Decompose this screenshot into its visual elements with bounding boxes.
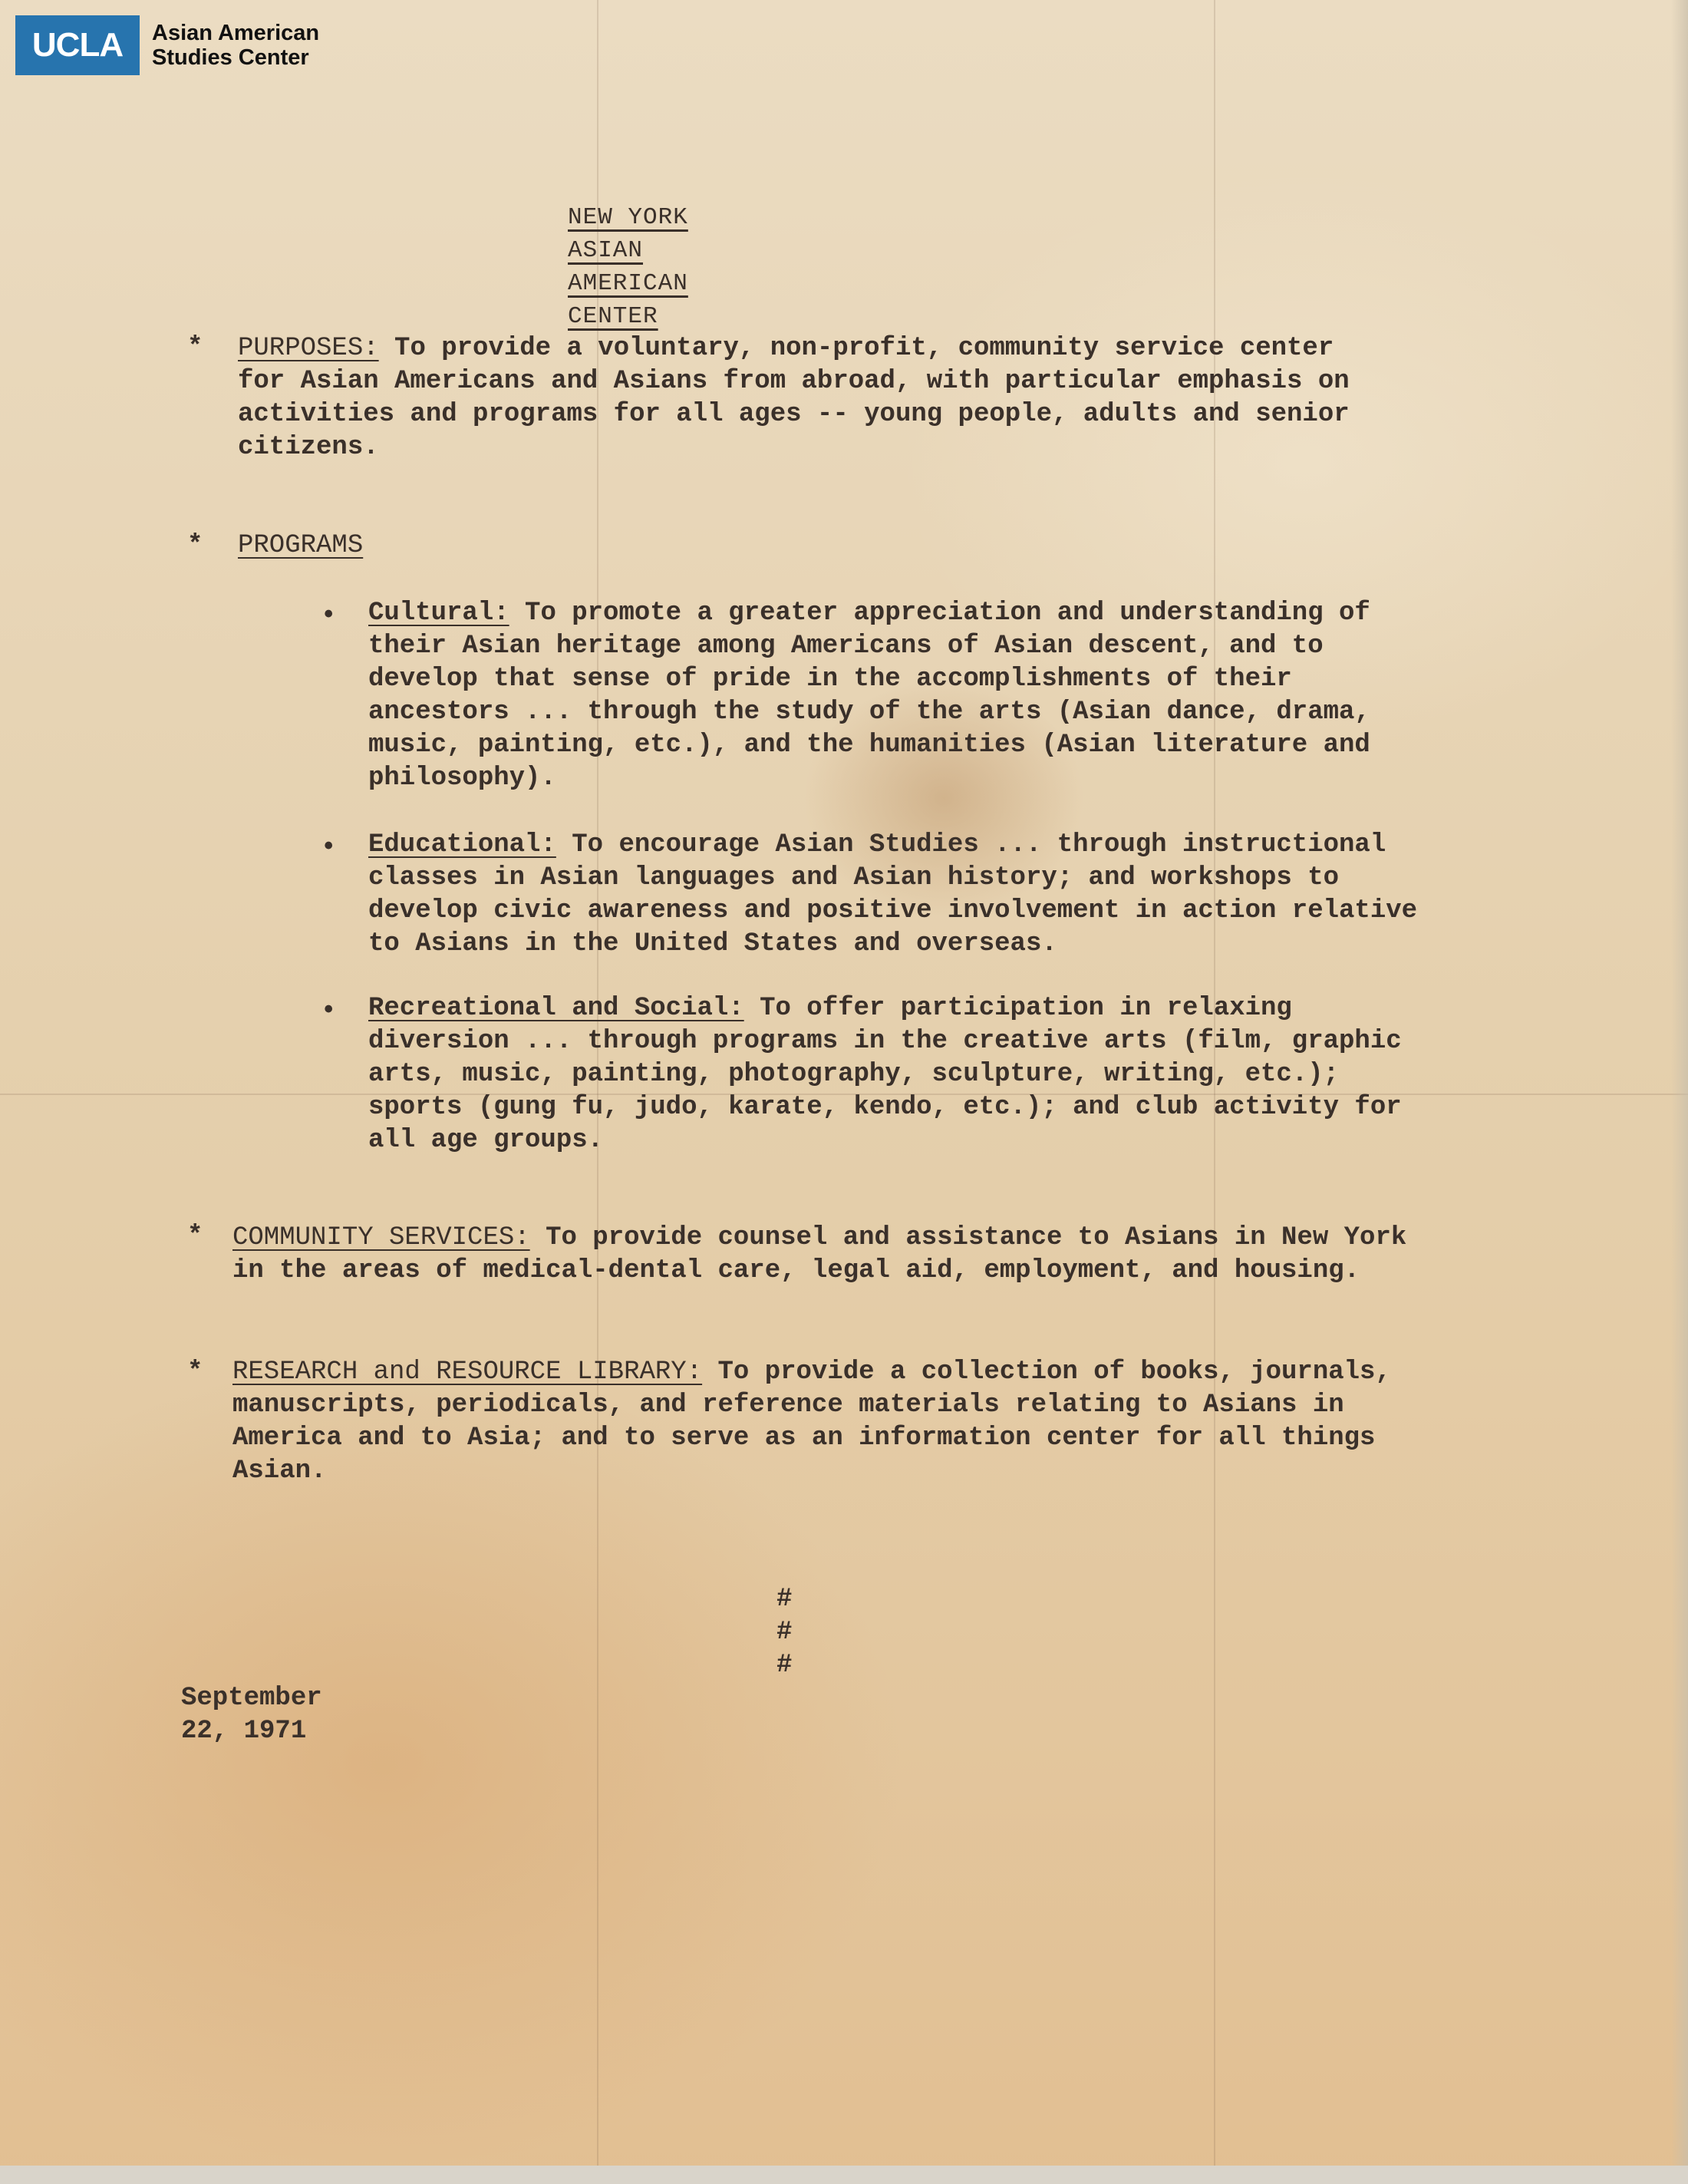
- logo-line-1: Asian American: [152, 21, 320, 45]
- recreational-text-line: diversion ... through programs in the creative arts (film, graphic: [368, 1027, 1402, 1056]
- research-library-section: [232, 1356, 1391, 1488]
- research-library-text-line: Asian.: [232, 1457, 327, 1486]
- research-library-heading: RESEARCH and RESOURCE LIBRARY:: [232, 1358, 703, 1387]
- educational-text-line: classes in Asian languages and Asian history; and workshops to: [368, 863, 1340, 892]
- recreational-text-line: all age groups.: [368, 1126, 604, 1155]
- ucla-logo: [15, 15, 319, 75]
- cultural-text-line: To promote a greater appreciation and understanding of: [509, 599, 1370, 628]
- community-services-heading: COMMUNITY SERVICES:: [232, 1223, 530, 1252]
- research-library-text-line: America and to Asia; and to serve as an information center for all things: [232, 1424, 1376, 1453]
- purposes-text-line: citizens.: [238, 433, 379, 462]
- recreational-text-line: To offer participation in relaxing: [743, 994, 1292, 1023]
- purposes-section: [238, 332, 1350, 464]
- program-item-cultural: [368, 597, 1370, 795]
- research-library-text-line: To provide a collection of books, journals,: [702, 1358, 1391, 1387]
- recreational-heading: Recreational and Social:: [368, 994, 744, 1023]
- purposes-text-line: activities and programs for all ages -- young people, adults and senior: [238, 400, 1350, 429]
- section-marker: *: [187, 1358, 203, 1387]
- bullet-icon: •: [321, 602, 337, 631]
- purposes-text-line: for Asian Americans and Asians from abroad, with particular emphasis on: [238, 367, 1350, 396]
- educational-heading: Educational:: [368, 830, 556, 859]
- educational-text-line: to Asians in the United States and overseas.: [368, 929, 1057, 958]
- community-services-text-line: To provide counsel and assistance to Asians in New York: [529, 1223, 1407, 1252]
- program-item-recreational: [368, 992, 1402, 1157]
- cultural-text-line: ancestors ... through the study of the arts (Asian dance, drama,: [368, 698, 1370, 727]
- community-services-section: [232, 1222, 1406, 1288]
- cultural-text-line: music, painting, etc.), and the humanities (Asian literature and: [368, 731, 1370, 760]
- recreational-text-line: arts, music, painting, photography, sculpture, writing, etc.);: [368, 1060, 1340, 1089]
- cultural-text-line: their Asian heritage among Americans of Asian descent, and to: [368, 632, 1324, 661]
- section-marker: *: [187, 333, 203, 362]
- section-marker: *: [187, 1222, 203, 1251]
- educational-text-line: develop civic awareness and positive involvement in action relative: [368, 896, 1418, 925]
- programs-section: [238, 530, 363, 562]
- logo-wordmark: [152, 21, 319, 70]
- document-title: NEW YORK ASIAN AMERICAN CENTER: [568, 204, 688, 330]
- research-library-text-line: manuscripts, periodicals, and reference materials relating to Asians in: [232, 1391, 1344, 1420]
- cultural-heading: Cultural:: [368, 599, 509, 628]
- cultural-text-line: philosophy).: [368, 764, 556, 793]
- document-date: September 22, 1971: [181, 1684, 322, 1746]
- end-mark: # # #: [776, 1585, 803, 1680]
- purposes-heading: PURPOSES:: [238, 334, 379, 363]
- educational-text-line: To encourage Asian Studies ... through instructional: [556, 830, 1386, 859]
- purposes-text-line: To provide a voluntary, non-profit, community service center: [378, 334, 1334, 363]
- program-item-educational: [368, 829, 1417, 961]
- programs-heading: PROGRAMS: [238, 531, 364, 560]
- scan-border: [0, 2166, 1688, 2184]
- paper-edge: [1671, 0, 1688, 2184]
- bullet-icon: •: [321, 833, 337, 863]
- bullet-icon: •: [321, 997, 337, 1026]
- logo-line-2: Studies Center: [152, 45, 309, 70]
- community-services-text-line: in the areas of medical-dental care, legal aid, employment, and housing.: [232, 1256, 1360, 1285]
- recreational-text-line: sports (gung fu, judo, karate, kendo, etc.); and club activity for: [368, 1093, 1402, 1122]
- cultural-text-line: develop that sense of pride in the accomplishments of their: [368, 665, 1292, 694]
- ucla-badge: UCLA: [15, 15, 140, 75]
- section-marker: *: [187, 531, 203, 560]
